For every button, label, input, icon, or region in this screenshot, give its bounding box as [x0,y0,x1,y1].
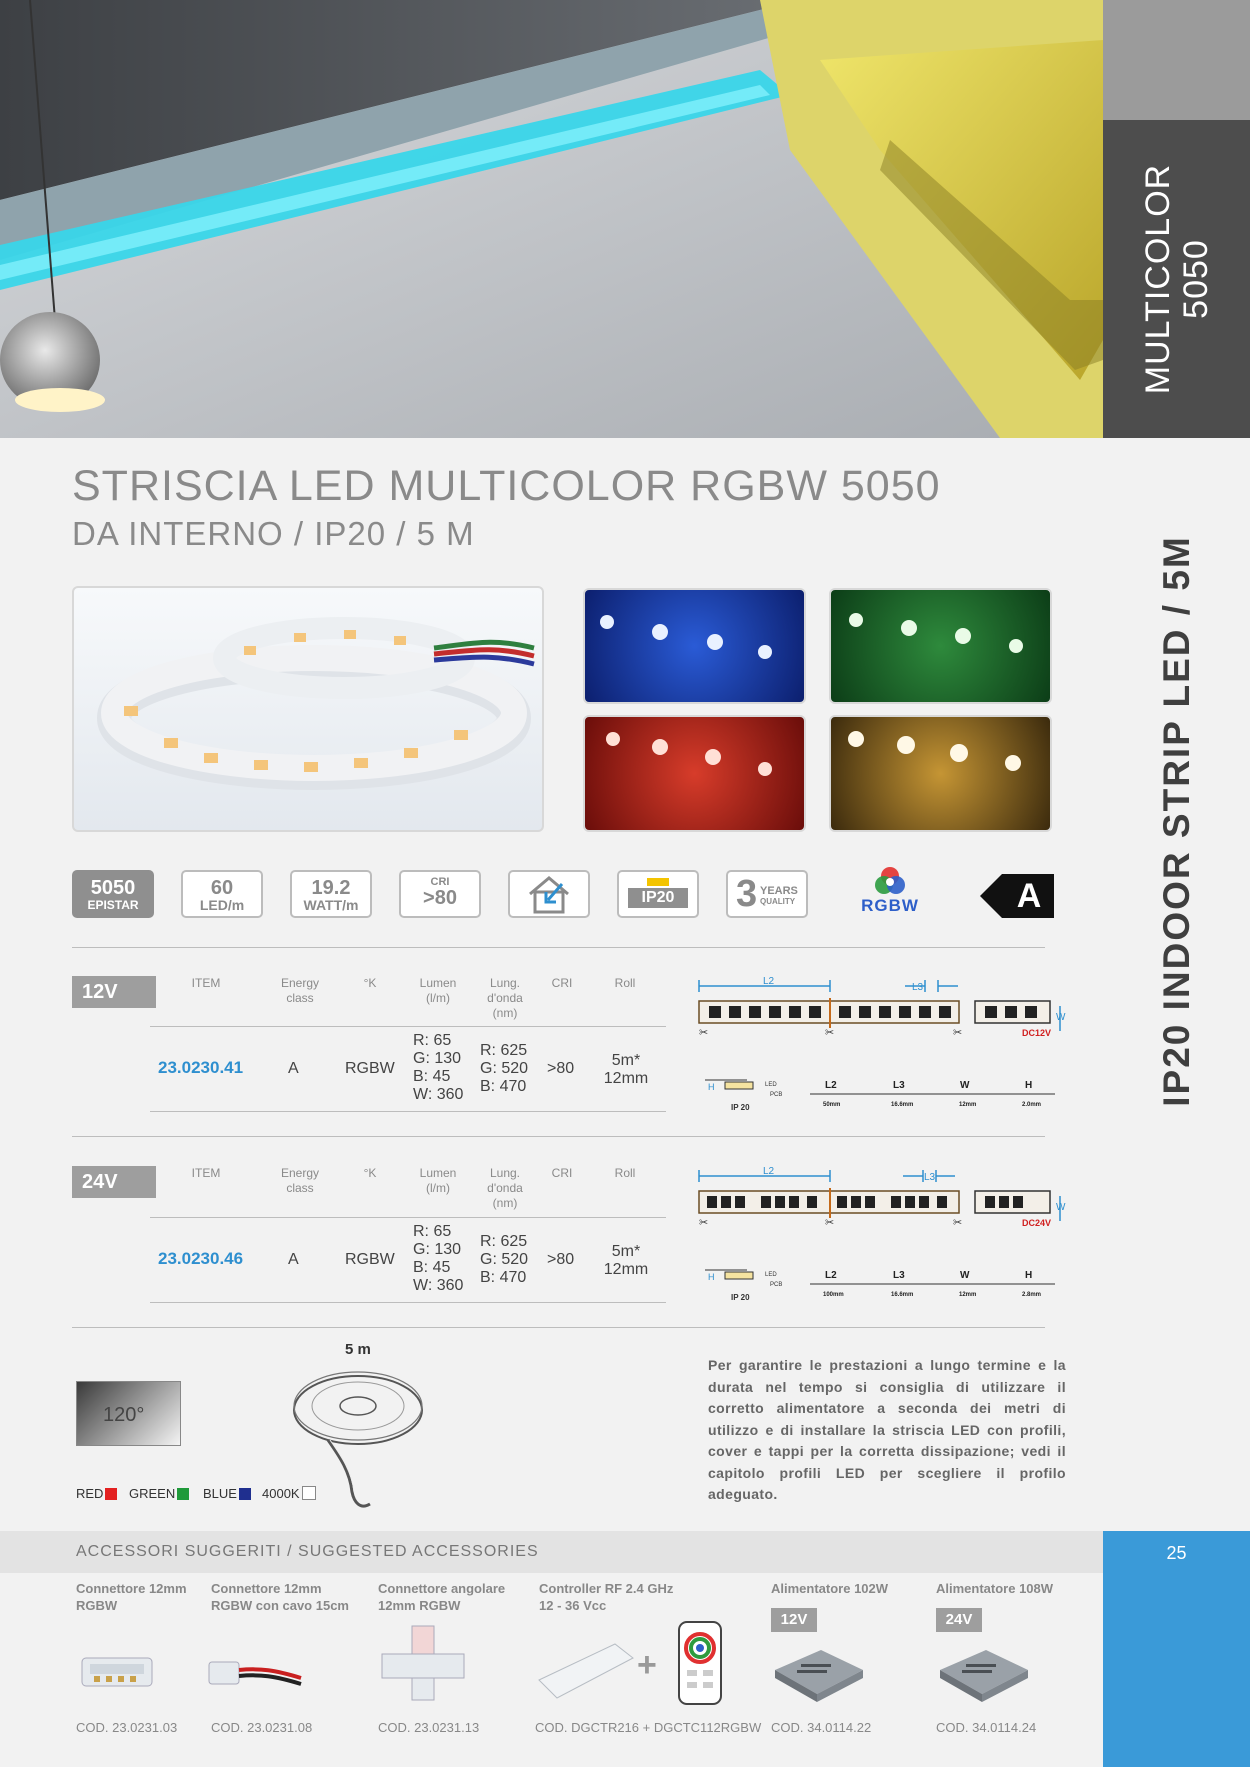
svg-text:+: + [637,1646,657,1684]
beam-angle-value: 120° [103,1404,145,1426]
header-kelvin: °K [363,1166,377,1180]
page-title: STRISCIA LED MULTICOLOR RGBW 5050 [72,462,941,510]
blue-light-photo [583,588,806,704]
reel-length: 5 m [345,1341,371,1358]
header-energy: Energy class [280,976,320,1005]
lumen-12v: R: 65 G: 130 B: 45 W: 360 [413,1032,464,1103]
item-code-24v: 23.0230.46 [158,1249,244,1268]
diagram-pcb-label: PCB [770,1282,783,1288]
diagram-h-label: H [708,1082,715,1092]
accessory-name: Connettore angolare 12mm RGBW [378,1581,506,1613]
svg-text:W: W [960,1080,970,1091]
header-item: ITEM [191,976,221,990]
header-item: ITEM [191,1166,221,1180]
divider [72,947,1045,948]
dimensions-diagram-24v [695,1166,1070,1316]
accessory-code: COD. 23.0231.03 [76,1720,178,1735]
legend-red: RED [76,1486,117,1501]
page-subtitle: DA INTERNO / IP20 / 5 M [72,515,475,552]
diagram-voltage: DC12V [1022,1028,1052,1038]
diagram-led-label: LED [765,1272,777,1278]
red-swatch [105,1488,117,1500]
svg-text:16.6mm: 16.6mm [891,1102,914,1108]
controller-image [535,1618,735,1708]
voltage-badge-24v: 24V [72,1166,156,1198]
svg-text:W: W [960,1270,970,1281]
roll-12v: 5m* 12mm [603,1052,649,1087]
header-cri: CRI [551,1166,573,1180]
svg-text:L3: L3 [893,1270,905,1281]
diagram-l3-label: L3 [912,982,924,993]
chip-brand: EPISTAR [87,898,139,912]
cri-24v: >80 [547,1251,575,1268]
wattage-value: 19.2 [311,877,351,899]
sidebar-footer [1103,1531,1250,1767]
sidebar-top [1103,0,1250,120]
blue-swatch [239,1488,251,1500]
table-rule [150,1302,666,1303]
header-roll: Roll [614,976,636,990]
ip-rating-label: IP20 [628,888,688,908]
led-density-value: 60 [210,877,234,899]
header-energy: Energy class [280,1166,320,1195]
accessory-name: Alimentatore 108W [936,1581,1054,1596]
category-label-line2: 5050 [1176,239,1215,319]
svg-text:✂: ✂ [825,1027,835,1039]
svg-text:✂: ✂ [953,1027,963,1039]
item-code-12v: 23.0230.41 [158,1058,244,1077]
divider [72,1327,1045,1328]
accessory-voltage-badge: 24V [936,1608,982,1632]
svg-text:L3: L3 [893,1080,905,1091]
connector-image [72,1640,162,1700]
chip-5050-icon [72,870,154,918]
diagram-led-label: LED [765,1082,777,1088]
led-density-icon [181,870,263,918]
header-wavelength: Lung. d'onda (nm) [487,976,523,1020]
cri-icon [399,870,481,918]
page-number: 25 [1166,1543,1187,1563]
cri-value: >80 [423,887,457,909]
diagram-voltage: DC24V [1022,1218,1052,1228]
svg-text:L2: L2 [825,1270,837,1281]
legend-white: 4000K [262,1486,316,1501]
vertical-product-label: IP20 INDOOR STRIP LED / 5M [1155,534,1197,1107]
diagram-w-label: W [1056,1202,1066,1213]
diagram-l2-label: L2 [763,976,775,987]
accessory-code: COD. 23.0231.08 [211,1720,313,1735]
red-light-photo [583,715,806,832]
rgbw-label: RGBW [861,896,919,915]
beam-angle-box [76,1381,181,1446]
wattage-icon [290,870,372,918]
diagram-pcb-label: PCB [770,1092,783,1098]
energy-class-label: A [1016,877,1042,915]
svg-text:✂: ✂ [953,1217,963,1229]
divider [72,1136,1045,1137]
ip20-icon [617,870,699,918]
svg-text:H: H [1025,1080,1033,1091]
warranty-quality: QUALITY [760,897,796,906]
accessory-name: Connettore 12mm RGBW con cavo 15cm [211,1581,349,1613]
accessory-voltage-badge: 12V [771,1608,817,1632]
indoor-house-icon [508,870,590,918]
dimensions-diagram-12v [695,976,1070,1126]
header-wavelength: Lung. d'onda (nm) [487,1166,523,1210]
white-swatch [302,1486,316,1500]
warm-white-light-photo [829,715,1052,832]
cri-label: CRI [430,876,450,888]
header-kelvin: °K [363,976,377,990]
svg-text:12mm: 12mm [959,1292,977,1298]
diagram-ip-label: IP 20 [731,1293,750,1302]
lumen-24v: R: 65 G: 130 B: 45 W: 360 [413,1223,464,1294]
accessory-name: Alimentatore 102W [771,1581,889,1596]
power-supply-102w-image [771,1640,866,1705]
led-density-unit: LED/m [199,897,245,913]
svg-text:✂: ✂ [699,1027,709,1039]
svg-text:12mm: 12mm [959,1102,977,1108]
roll-24v: 5m* 12mm [603,1243,649,1278]
diagram-w-label: W [1056,1012,1066,1023]
diagram-ip-label: IP 20 [731,1103,750,1112]
connector-cable-image [205,1640,305,1700]
sidebar-category [1103,120,1250,438]
legend-blue: BLUE [203,1486,251,1501]
chip-value: 5050 [90,877,136,899]
wavelength-12v: R: 625 G: 520 B: 470 [480,1042,529,1095]
strip-reel-photo [72,586,544,832]
header-lumen: Lumen (l/m) [419,976,457,1005]
header-cri: CRI [551,976,573,990]
energy-24v: A [288,1251,299,1268]
svg-text:✂: ✂ [699,1217,709,1229]
accessory-code: COD. DGCTR216 + DGCTC112RGBW [535,1720,762,1735]
svg-text:2.8mm: 2.8mm [1022,1292,1042,1298]
header-lumen: Lumen (l/m) [419,1166,457,1195]
diagram-h-label: H [708,1272,715,1282]
wavelength-24v: R: 625 G: 520 B: 470 [480,1233,529,1286]
svg-text:16.6mm: 16.6mm [891,1292,914,1298]
kelvin-12v: RGBW [345,1060,395,1077]
accessory-code: COD. 34.0114.24 [936,1720,1037,1735]
accessory-code: COD. 34.0114.22 [771,1720,872,1735]
legend-green: GREEN [129,1486,189,1501]
svg-text:2.0mm: 2.0mm [1022,1102,1042,1108]
svg-text:✂: ✂ [825,1217,835,1229]
svg-text:L2: L2 [825,1080,837,1091]
svg-text:H: H [1025,1270,1033,1281]
svg-text:100mm: 100mm [823,1292,844,1298]
warranty-label: YEARS [760,885,798,897]
diagram-l3-label: L3 [924,1172,936,1183]
table-rule [150,1026,666,1027]
header-roll: Roll [614,1166,636,1180]
warranty-years: 3 [736,873,758,915]
kelvin-24v: RGBW [345,1251,395,1268]
energy-12v: A [288,1060,299,1077]
corner-connector-image [378,1622,468,1702]
installation-note: Per garantire le prestazioni a lungo termine e la durata nel tempo si consiglia di utilizzare il corretto alimentatore a seconda dei metri di utilizzo e di installare la striscia LED con profili, cover e tappi per la corretta dissipazione; vedi il capitolo profili LED per scegliere il profilo adeguato. [708,1357,1066,1502]
hero-photo [0,0,1103,438]
green-light-photo [829,588,1052,704]
category-label-line1: MULTICOLOR [1138,163,1177,395]
svg-text:50mm: 50mm [823,1102,841,1108]
power-supply-108w-image [936,1640,1031,1705]
energy-class-icon [980,874,1054,918]
accessory-name: Controller RF 2.4 GHz 12 - 36 Vcc [539,1581,674,1613]
table-rule [150,1111,666,1112]
diagram-l2-label: L2 [763,1166,775,1177]
green-swatch [177,1488,189,1500]
rgbw-icon [850,866,930,922]
accessories-title: ACCESSORI SUGGERITI / SUGGESTED ACCESSORIES [76,1543,539,1560]
cri-12v: >80 [547,1060,575,1077]
voltage-badge-12v: 12V [72,976,156,1008]
warranty-icon [726,870,808,918]
wattage-unit: WATT/m [303,897,359,913]
sidebar-product [1103,438,1250,1531]
accessory-name: Connettore 12mm RGBW [76,1581,187,1613]
table-rule [150,1217,666,1218]
accessory-code: COD. 23.0231.13 [378,1720,480,1735]
